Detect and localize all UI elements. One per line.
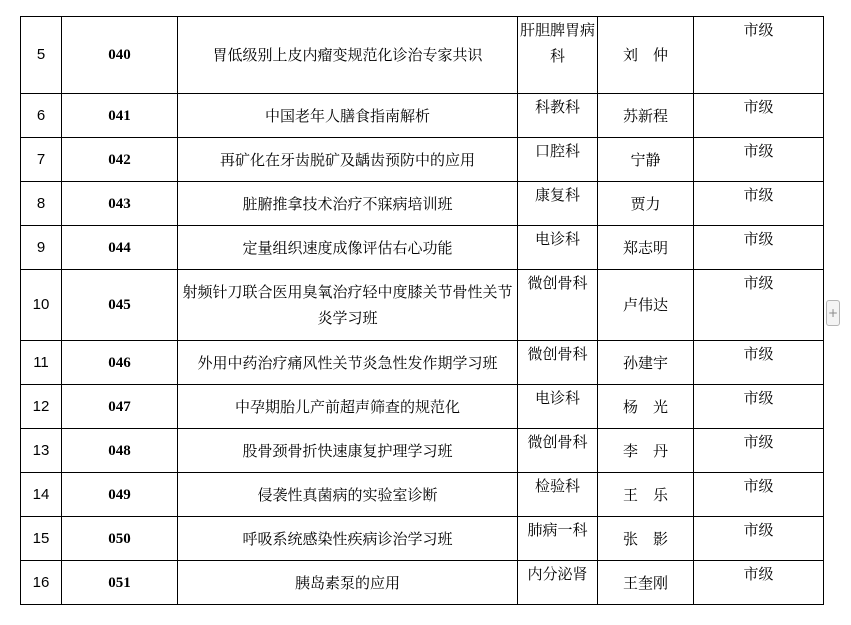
course-code: 049: [62, 473, 178, 517]
project-leader: 王 乐: [598, 473, 694, 517]
table-row: [21, 94, 824, 138]
course-level: 市级: [694, 94, 824, 138]
department: 肝胆脾胃病科: [518, 17, 598, 94]
project-leader: 贾力: [598, 182, 694, 226]
course-level: 市级: [694, 226, 824, 270]
row-index: 6: [21, 94, 62, 138]
project-leader: 王奎刚: [598, 561, 694, 605]
table-row: [21, 517, 824, 561]
project-leader: 郑志明: [598, 226, 694, 270]
course-level: 市级: [694, 270, 824, 341]
course-code: 045: [62, 270, 178, 341]
table-row: [21, 182, 824, 226]
row-index: 13: [21, 429, 62, 473]
course-code: 041: [62, 94, 178, 138]
department: 科教科: [518, 94, 598, 138]
course-code: 050: [62, 517, 178, 561]
row-index: 16: [21, 561, 62, 605]
row-index: 12: [21, 385, 62, 429]
row-index: 9: [21, 226, 62, 270]
department: 微创骨科: [518, 429, 598, 473]
department: 内分泌肾: [518, 561, 598, 605]
table-row: [21, 561, 824, 605]
course-title: 脏腑推拿技术治疗不寐病培训班: [178, 182, 518, 226]
table-row: [21, 429, 824, 473]
course-title: 中国老年人膳食指南解析: [178, 94, 518, 138]
project-leader: 宁静: [598, 138, 694, 182]
course-level: 市级: [694, 182, 824, 226]
project-leader: 孙建宇: [598, 341, 694, 385]
table-row: [21, 385, 824, 429]
project-leader: 刘 仲: [598, 17, 694, 94]
course-code: 051: [62, 561, 178, 605]
project-leader: 杨 光: [598, 385, 694, 429]
course-title: 胃低级别上皮内瘤变规范化诊治专家共识: [178, 17, 518, 94]
row-index: 7: [21, 138, 62, 182]
course-level: 市级: [694, 429, 824, 473]
course-title: 再矿化在牙齿脱矿及龋齿预防中的应用: [178, 138, 518, 182]
course-title: 胰岛素泵的应用: [178, 561, 518, 605]
department: 检验科: [518, 473, 598, 517]
course-level: 市级: [694, 385, 824, 429]
row-index: 11: [21, 341, 62, 385]
department: 微创骨科: [518, 270, 598, 341]
row-index: 5: [21, 17, 62, 94]
course-level: 市级: [694, 517, 824, 561]
course-level: 市级: [694, 341, 824, 385]
course-level: 市级: [694, 561, 824, 605]
table-row: [21, 270, 824, 341]
project-leader: 卢伟达: [598, 270, 694, 341]
department: 康复科: [518, 182, 598, 226]
course-title: 外用中药治疗痛风性关节炎急性发作期学习班: [178, 341, 518, 385]
row-index: 14: [21, 473, 62, 517]
row-index: 15: [21, 517, 62, 561]
course-code: 043: [62, 182, 178, 226]
course-table: [20, 16, 824, 605]
course-code: 042: [62, 138, 178, 182]
table-row: [21, 17, 824, 94]
table-row: [21, 473, 824, 517]
course-title: 股骨颈骨折快速康复护理学习班: [178, 429, 518, 473]
table-row: [21, 138, 824, 182]
department: 肺病一科: [518, 517, 598, 561]
course-code: 048: [62, 429, 178, 473]
row-index: 10: [21, 270, 62, 341]
course-title: 侵袭性真菌病的实验室诊断: [178, 473, 518, 517]
department: 口腔科: [518, 138, 598, 182]
department: 电诊科: [518, 226, 598, 270]
course-title: 呼吸系统感染性疾病诊治学习班: [178, 517, 518, 561]
course-code: 047: [62, 385, 178, 429]
course-level: 市级: [694, 17, 824, 94]
department: 微创骨科: [518, 341, 598, 385]
department: 电诊科: [518, 385, 598, 429]
course-title: 中孕期胎儿产前超声筛查的规范化: [178, 385, 518, 429]
course-level: 市级: [694, 138, 824, 182]
course-code: 046: [62, 341, 178, 385]
course-title: 定量组织速度成像评估右心功能: [178, 226, 518, 270]
course-code: 040: [62, 17, 178, 94]
table-row: [21, 341, 824, 385]
course-level: 市级: [694, 473, 824, 517]
course-code: 044: [62, 226, 178, 270]
project-leader: 苏新程: [598, 94, 694, 138]
course-title: 射频针刀联合医用臭氧治疗轻中度膝关节骨性关节炎学习班: [178, 270, 518, 341]
row-index: 8: [21, 182, 62, 226]
add-button[interactable]: +: [826, 300, 840, 326]
project-leader: 张 影: [598, 517, 694, 561]
table-row: [21, 226, 824, 270]
project-leader: 李 丹: [598, 429, 694, 473]
